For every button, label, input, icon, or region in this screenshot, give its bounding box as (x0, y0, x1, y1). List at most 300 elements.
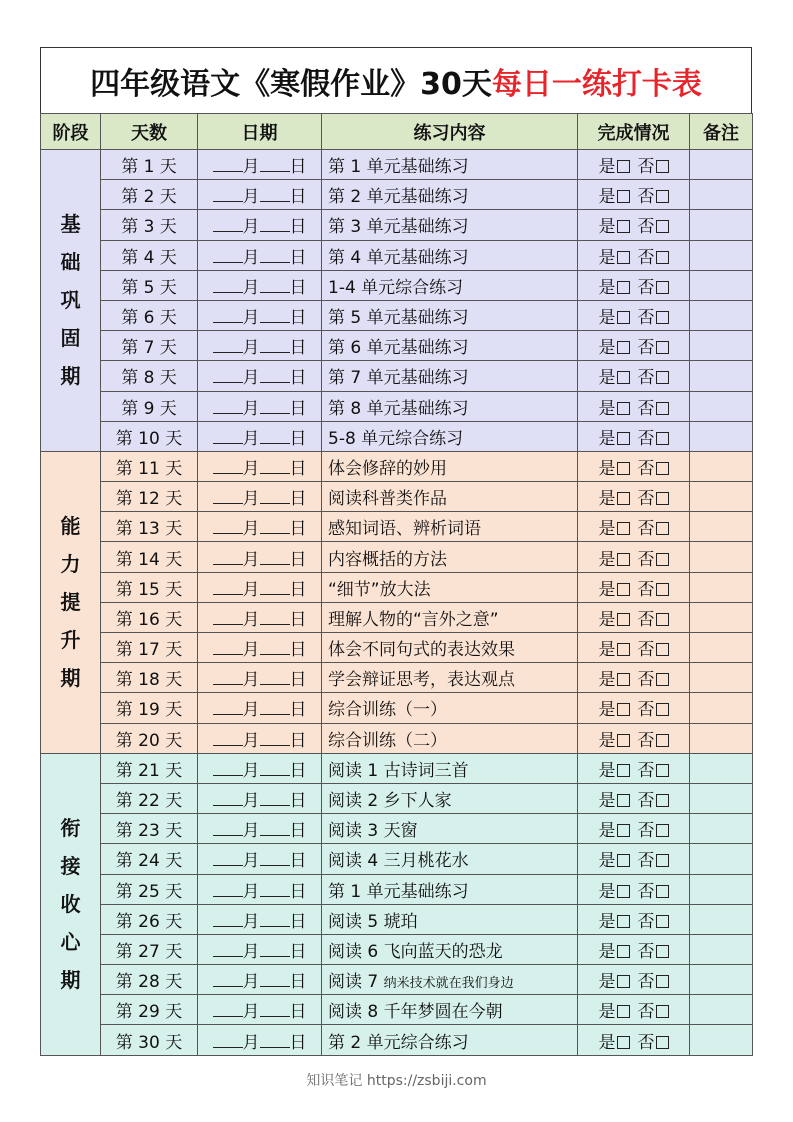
no-checkbox[interactable] (656, 432, 669, 445)
no-label: 否 (637, 730, 655, 751)
day-label: 日 (289, 1002, 307, 1023)
no-checkbox[interactable] (656, 794, 669, 807)
no-checkbox[interactable] (656, 190, 669, 203)
content-text: 第 2 单元综合练习 (328, 1032, 469, 1053)
yes-checkbox[interactable] (617, 583, 630, 596)
checkin-table (40, 113, 753, 1056)
date-cell[interactable] (198, 723, 322, 753)
content-cell (322, 693, 578, 723)
yes-checkbox[interactable] (617, 673, 630, 686)
content-text: “细节”放大法 (328, 579, 431, 600)
notes-cell[interactable] (690, 602, 753, 632)
month-blank[interactable] (213, 882, 243, 897)
day-blank[interactable] (260, 429, 290, 444)
no-checkbox[interactable] (656, 522, 669, 535)
table-row (41, 210, 753, 240)
month-label: 月 (242, 1002, 260, 1023)
notes-cell[interactable] (690, 270, 753, 300)
notes-cell[interactable] (690, 1025, 753, 1055)
date-cell[interactable] (198, 331, 322, 361)
status-cell (578, 210, 690, 240)
day-blank[interactable] (260, 550, 290, 565)
month-blank[interactable] (213, 761, 243, 776)
date-cell[interactable] (198, 421, 322, 451)
date-cell[interactable] (198, 633, 322, 663)
date-cell[interactable] (198, 874, 322, 904)
no-checkbox[interactable] (656, 975, 669, 988)
notes-cell[interactable] (690, 965, 753, 995)
day-label: 日 (289, 308, 307, 329)
day-blank[interactable] (260, 1033, 290, 1048)
yes-checkbox[interactable] (617, 1005, 630, 1018)
no-checkbox[interactable] (656, 281, 669, 294)
month-blank[interactable] (213, 821, 243, 836)
month-label: 月 (242, 247, 260, 268)
day-label: 日 (289, 519, 307, 540)
status-cell (578, 965, 690, 995)
day-blank[interactable] (260, 187, 290, 202)
day-label: 日 (289, 670, 307, 691)
date-cell[interactable] (198, 814, 322, 844)
month-blank[interactable] (213, 368, 243, 383)
date-cell[interactable] (198, 300, 322, 330)
date-cell[interactable] (198, 995, 322, 1025)
yes-checkbox[interactable] (617, 915, 630, 928)
yes-label: 是 (598, 247, 616, 268)
day-cell: 第 15 天 (101, 572, 198, 602)
status-cell (578, 904, 690, 934)
month-blank[interactable] (213, 731, 243, 746)
content-text: 第 6 单元基础练习 (328, 338, 469, 359)
date-cell[interactable] (198, 270, 322, 300)
day-cell: 第 20 天 (101, 723, 198, 753)
no-checkbox[interactable] (656, 673, 669, 686)
content-cell (322, 240, 578, 270)
status-cell (578, 693, 690, 723)
notes-cell[interactable] (690, 391, 753, 421)
month-blank[interactable] (213, 550, 243, 565)
notes-cell[interactable] (690, 482, 753, 512)
no-checkbox[interactable] (656, 703, 669, 716)
content-cell (322, 210, 578, 240)
date-cell[interactable] (198, 542, 322, 572)
month-blank[interactable] (213, 942, 243, 957)
yes-label: 是 (598, 911, 616, 932)
date-cell[interactable] (198, 844, 322, 874)
table-row (41, 602, 753, 632)
notes-cell[interactable] (690, 361, 753, 391)
content-cell (322, 965, 578, 995)
day-label: 日 (289, 972, 307, 993)
month-blank[interactable] (213, 1033, 243, 1048)
yes-checkbox[interactable] (617, 402, 630, 415)
day-blank[interactable] (260, 821, 290, 836)
status-cell (578, 753, 690, 783)
content-subtext: 纳米技术就在我们身边 (383, 976, 514, 992)
no-checkbox[interactable] (656, 492, 669, 505)
notes-cell[interactable] (690, 934, 753, 964)
date-cell[interactable] (198, 451, 322, 481)
month-label: 月 (242, 217, 260, 238)
notes-cell[interactable] (690, 753, 753, 783)
no-checkbox[interactable] (656, 643, 669, 656)
date-cell[interactable] (198, 240, 322, 270)
content-cell (322, 482, 578, 512)
day-label: 日 (289, 187, 307, 208)
no-checkbox[interactable] (656, 160, 669, 173)
month-label: 月 (242, 791, 260, 812)
stage-char: 期 (60, 364, 81, 389)
day-blank[interactable] (260, 519, 290, 534)
table-row (41, 421, 753, 451)
table-row (41, 783, 753, 813)
header-status: 完成情况 (578, 114, 690, 150)
no-checkbox[interactable] (656, 854, 669, 867)
month-blank[interactable] (213, 1002, 243, 1017)
yes-checkbox[interactable] (617, 220, 630, 233)
no-checkbox[interactable] (656, 251, 669, 264)
notes-cell[interactable] (690, 723, 753, 753)
content-text: 阅读 6 飞向蓝天的恐龙 (328, 941, 503, 962)
day-blank[interactable] (260, 368, 290, 383)
status-cell (578, 240, 690, 270)
status-cell (578, 572, 690, 602)
month-label: 月 (242, 609, 260, 630)
month-blank[interactable] (213, 429, 243, 444)
content-cell (322, 783, 578, 813)
month-blank[interactable] (213, 640, 243, 655)
yes-checkbox[interactable] (617, 734, 630, 747)
yes-checkbox[interactable] (617, 371, 630, 384)
day-blank[interactable] (260, 157, 290, 172)
yes-checkbox[interactable] (617, 462, 630, 475)
stage-char: 础 (60, 250, 81, 275)
date-cell[interactable] (198, 150, 322, 180)
day-blank[interactable] (260, 731, 290, 746)
notes-cell[interactable] (690, 844, 753, 874)
yes-label: 是 (598, 881, 616, 902)
day-blank[interactable] (260, 278, 290, 293)
yes-checkbox[interactable] (617, 613, 630, 626)
content-cell (322, 361, 578, 391)
month-blank[interactable] (213, 670, 243, 685)
no-label: 否 (637, 519, 655, 540)
date-cell[interactable] (198, 934, 322, 964)
stage-char: 能 (60, 514, 81, 539)
no-checkbox[interactable] (656, 824, 669, 837)
notes-cell[interactable] (690, 814, 753, 844)
content-cell (322, 844, 578, 874)
table-row (41, 693, 753, 723)
yes-checkbox[interactable] (617, 492, 630, 505)
content-text: 第 5 单元基础练习 (328, 308, 469, 329)
day-blank[interactable] (260, 217, 290, 232)
table-row (41, 572, 753, 602)
day-blank[interactable] (260, 459, 290, 474)
no-checkbox[interactable] (656, 764, 669, 777)
date-cell[interactable] (198, 512, 322, 542)
no-checkbox[interactable] (656, 734, 669, 747)
notes-cell[interactable] (690, 451, 753, 481)
no-checkbox[interactable] (656, 311, 669, 324)
yes-label: 是 (598, 1032, 616, 1053)
date-cell[interactable] (198, 391, 322, 421)
stage-label (41, 150, 101, 452)
notes-cell[interactable] (690, 240, 753, 270)
yes-checkbox[interactable] (617, 703, 630, 716)
day-blank[interactable] (260, 1002, 290, 1017)
yes-label: 是 (598, 187, 616, 208)
notes-cell[interactable] (690, 331, 753, 361)
no-checkbox[interactable] (656, 553, 669, 566)
notes-cell[interactable] (690, 572, 753, 602)
day-label: 日 (289, 338, 307, 359)
day-blank[interactable] (260, 248, 290, 263)
content-text: 感知词语、辨析词语 (328, 519, 481, 540)
date-cell[interactable] (198, 361, 322, 391)
day-cell: 第 18 天 (101, 663, 198, 693)
month-label: 月 (242, 821, 260, 842)
month-blank[interactable] (213, 157, 243, 172)
notes-cell[interactable] (690, 542, 753, 572)
day-blank[interactable] (260, 700, 290, 715)
notes-cell[interactable] (690, 512, 753, 542)
table-row (41, 995, 753, 1025)
notes-cell[interactable] (690, 633, 753, 663)
no-label: 否 (637, 277, 655, 298)
date-cell[interactable] (198, 663, 322, 693)
day-blank[interactable] (260, 972, 290, 987)
status-cell (578, 783, 690, 813)
date-cell[interactable] (198, 180, 322, 210)
yes-label: 是 (598, 760, 616, 781)
month-blank[interactable] (213, 489, 243, 504)
day-cell: 第 29 天 (101, 995, 198, 1025)
day-cell: 第 9 天 (101, 391, 198, 421)
date-cell[interactable] (198, 1025, 322, 1055)
day-blank[interactable] (260, 761, 290, 776)
month-blank[interactable] (213, 248, 243, 263)
yes-checkbox[interactable] (617, 251, 630, 264)
day-cell: 第 10 天 (101, 421, 198, 451)
yes-checkbox[interactable] (617, 341, 630, 354)
notes-cell[interactable] (690, 210, 753, 240)
month-label: 月 (242, 428, 260, 449)
yes-checkbox[interactable] (617, 160, 630, 173)
month-blank[interactable] (213, 399, 243, 414)
no-checkbox[interactable] (656, 402, 669, 415)
yes-checkbox[interactable] (617, 764, 630, 777)
table-row (41, 180, 753, 210)
day-blank[interactable] (260, 791, 290, 806)
no-checkbox[interactable] (656, 220, 669, 233)
no-label: 否 (637, 489, 655, 510)
day-blank[interactable] (260, 308, 290, 323)
content-text: 学会辩证思考，表达观点 (328, 670, 515, 691)
day-blank[interactable] (260, 942, 290, 957)
day-blank[interactable] (260, 670, 290, 685)
yes-checkbox[interactable] (617, 824, 630, 837)
no-label: 否 (637, 579, 655, 600)
day-blank[interactable] (260, 338, 290, 353)
content-text: 内容概括的方法 (328, 549, 447, 570)
day-blank[interactable] (260, 399, 290, 414)
status-cell (578, 844, 690, 874)
notes-cell[interactable] (690, 180, 753, 210)
no-label: 否 (637, 941, 655, 962)
stage-char: 固 (60, 326, 81, 351)
yes-checkbox[interactable] (617, 190, 630, 203)
yes-label: 是 (598, 308, 616, 329)
table-row (41, 482, 753, 512)
notes-cell[interactable] (690, 693, 753, 723)
month-blank[interactable] (213, 851, 243, 866)
month-blank[interactable] (213, 308, 243, 323)
notes-cell[interactable] (690, 663, 753, 693)
day-blank[interactable] (260, 912, 290, 927)
yes-checkbox[interactable] (617, 643, 630, 656)
no-label: 否 (637, 247, 655, 268)
no-checkbox[interactable] (656, 1036, 669, 1049)
month-blank[interactable] (213, 519, 243, 534)
date-cell[interactable] (198, 753, 322, 783)
no-checkbox[interactable] (656, 885, 669, 898)
day-blank[interactable] (260, 640, 290, 655)
no-label: 否 (637, 187, 655, 208)
month-blank[interactable] (213, 278, 243, 293)
day-cell: 第 3 天 (101, 210, 198, 240)
month-blank[interactable] (213, 791, 243, 806)
day-cell: 第 7 天 (101, 331, 198, 361)
content-cell (322, 150, 578, 180)
content-cell (322, 542, 578, 572)
notes-cell[interactable] (690, 874, 753, 904)
yes-checkbox[interactable] (617, 945, 630, 958)
day-label: 日 (289, 791, 307, 812)
content-cell (322, 874, 578, 904)
day-cell: 第 26 天 (101, 904, 198, 934)
content-text: 第 7 单元基础练习 (328, 368, 469, 389)
day-blank[interactable] (260, 489, 290, 504)
yes-checkbox[interactable] (617, 975, 630, 988)
month-label: 月 (242, 972, 260, 993)
day-blank[interactable] (260, 580, 290, 595)
content-cell (322, 753, 578, 783)
stage-char: 升 (60, 628, 81, 653)
notes-cell[interactable] (690, 300, 753, 330)
day-label: 日 (289, 609, 307, 630)
header-day: 天数 (101, 114, 198, 150)
content-cell (322, 300, 578, 330)
date-cell[interactable] (198, 210, 322, 240)
notes-cell[interactable] (690, 421, 753, 451)
date-cell[interactable] (198, 572, 322, 602)
no-checkbox[interactable] (656, 613, 669, 626)
day-label: 日 (289, 489, 307, 510)
month-blank[interactable] (213, 912, 243, 927)
day-label: 日 (289, 851, 307, 872)
month-blank[interactable] (213, 610, 243, 625)
yes-checkbox[interactable] (617, 794, 630, 807)
day-label: 日 (289, 941, 307, 962)
yes-label: 是 (598, 489, 616, 510)
month-blank[interactable] (213, 459, 243, 474)
date-cell[interactable] (198, 482, 322, 512)
table-row (41, 814, 753, 844)
notes-cell[interactable] (690, 904, 753, 934)
yes-checkbox[interactable] (617, 553, 630, 566)
month-label: 月 (242, 881, 260, 902)
day-cell: 第 19 天 (101, 693, 198, 723)
notes-cell[interactable] (690, 995, 753, 1025)
no-checkbox[interactable] (656, 462, 669, 475)
month-blank[interactable] (213, 580, 243, 595)
stage-char: 收 (60, 892, 81, 917)
day-cell: 第 25 天 (101, 874, 198, 904)
date-cell[interactable] (198, 693, 322, 723)
status-cell (578, 391, 690, 421)
status-cell (578, 814, 690, 844)
yes-checkbox[interactable] (617, 854, 630, 867)
notes-cell[interactable] (690, 150, 753, 180)
status-cell (578, 150, 690, 180)
no-checkbox[interactable] (656, 371, 669, 384)
date-cell[interactable] (198, 904, 322, 934)
header-row (41, 114, 753, 150)
day-label: 日 (289, 217, 307, 238)
yes-label: 是 (598, 700, 616, 721)
content-cell (322, 1025, 578, 1055)
day-blank[interactable] (260, 610, 290, 625)
date-cell[interactable] (198, 783, 322, 813)
yes-checkbox[interactable] (617, 522, 630, 535)
day-label: 日 (289, 157, 307, 178)
day-cell: 第 5 天 (101, 270, 198, 300)
yes-checkbox[interactable] (617, 281, 630, 294)
yes-label: 是 (598, 549, 616, 570)
notes-cell[interactable] (690, 783, 753, 813)
month-blank[interactable] (213, 217, 243, 232)
stage-char: 力 (60, 552, 81, 577)
table-row (41, 361, 753, 391)
date-cell[interactable] (198, 965, 322, 995)
no-checkbox[interactable] (656, 945, 669, 958)
stage-char: 心 (60, 930, 81, 955)
yes-checkbox[interactable] (617, 885, 630, 898)
yes-checkbox[interactable] (617, 311, 630, 324)
day-label: 日 (289, 579, 307, 600)
stage-label (41, 451, 101, 753)
month-blank[interactable] (213, 338, 243, 353)
month-blank[interactable] (213, 972, 243, 987)
month-blank[interactable] (213, 187, 243, 202)
no-checkbox[interactable] (656, 341, 669, 354)
table-row (41, 934, 753, 964)
no-label: 否 (637, 1002, 655, 1023)
table-row (41, 633, 753, 663)
day-blank[interactable] (260, 851, 290, 866)
no-checkbox[interactable] (656, 583, 669, 596)
yes-checkbox[interactable] (617, 1036, 630, 1049)
date-cell[interactable] (198, 602, 322, 632)
month-blank[interactable] (213, 700, 243, 715)
no-checkbox[interactable] (656, 915, 669, 928)
yes-checkbox[interactable] (617, 432, 630, 445)
no-checkbox[interactable] (656, 1005, 669, 1018)
day-label: 日 (289, 881, 307, 902)
day-cell: 第 28 天 (101, 965, 198, 995)
day-blank[interactable] (260, 882, 290, 897)
